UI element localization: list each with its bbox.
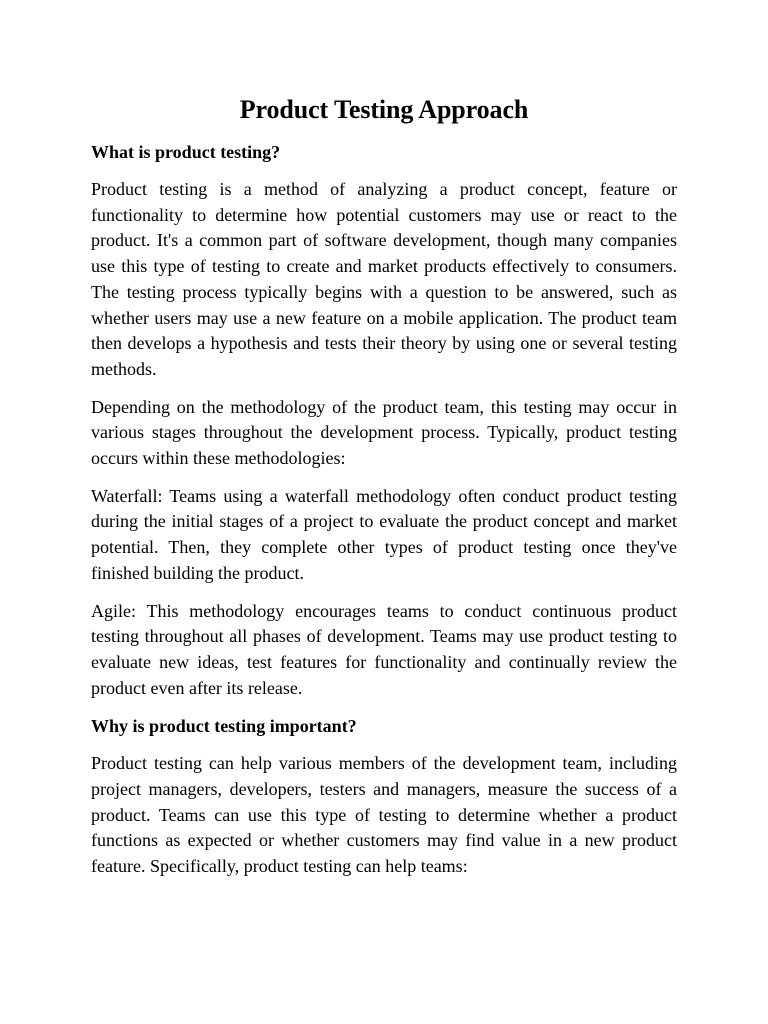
paragraph-definition: Product testing is a method of analyzing a product concept, feature or functionality to determine how potential customers may use or react to the product. It's a common part of software development, though many companies use this type of testing to create and market products effectively to consumers. The testing process typically begins with a question to be answered, such as whether users may use a new feature on a mobile application. The product team then develops a hypothesis and tests their theory by using one or several testing methods. [91,179,677,379]
paragraph-methodology: Depending on the methodology of the product team, this testing may occur in various stages throughout the development process. Typically, product testing occurs within these methodologies: [91,396,677,469]
document-page [91,92,677,892]
page-title: Product Testing Approach [239,95,529,124]
paragraph-importance: Product testing can help various members of the development team, including project managers, developers, testers and managers, measure the success of a product. Teams can use this type of testing to determine whether a product functions as expected or whether customers may find value in a new product feature. Specifically, product testing can help teams: [91,753,677,877]
paragraph-agile: Agile: This methodology encourages teams to conduct continuous product testing throughout all phases of development. Teams may use product testing to evaluate new ideas, test features for functionality and continually review the product even after its release. [91,600,677,698]
section-heading-what-is: What is product testing? [91,142,281,162]
section-heading-why-important: Why is product testing important? [91,716,357,737]
paragraph-waterfall: Waterfall: Teams using a waterfall methodology often conduct product testing during the initial stages of a project to evaluate the product concept and market potential. Then, they complete other types of product testing once they've finished building the product. [91,485,677,583]
